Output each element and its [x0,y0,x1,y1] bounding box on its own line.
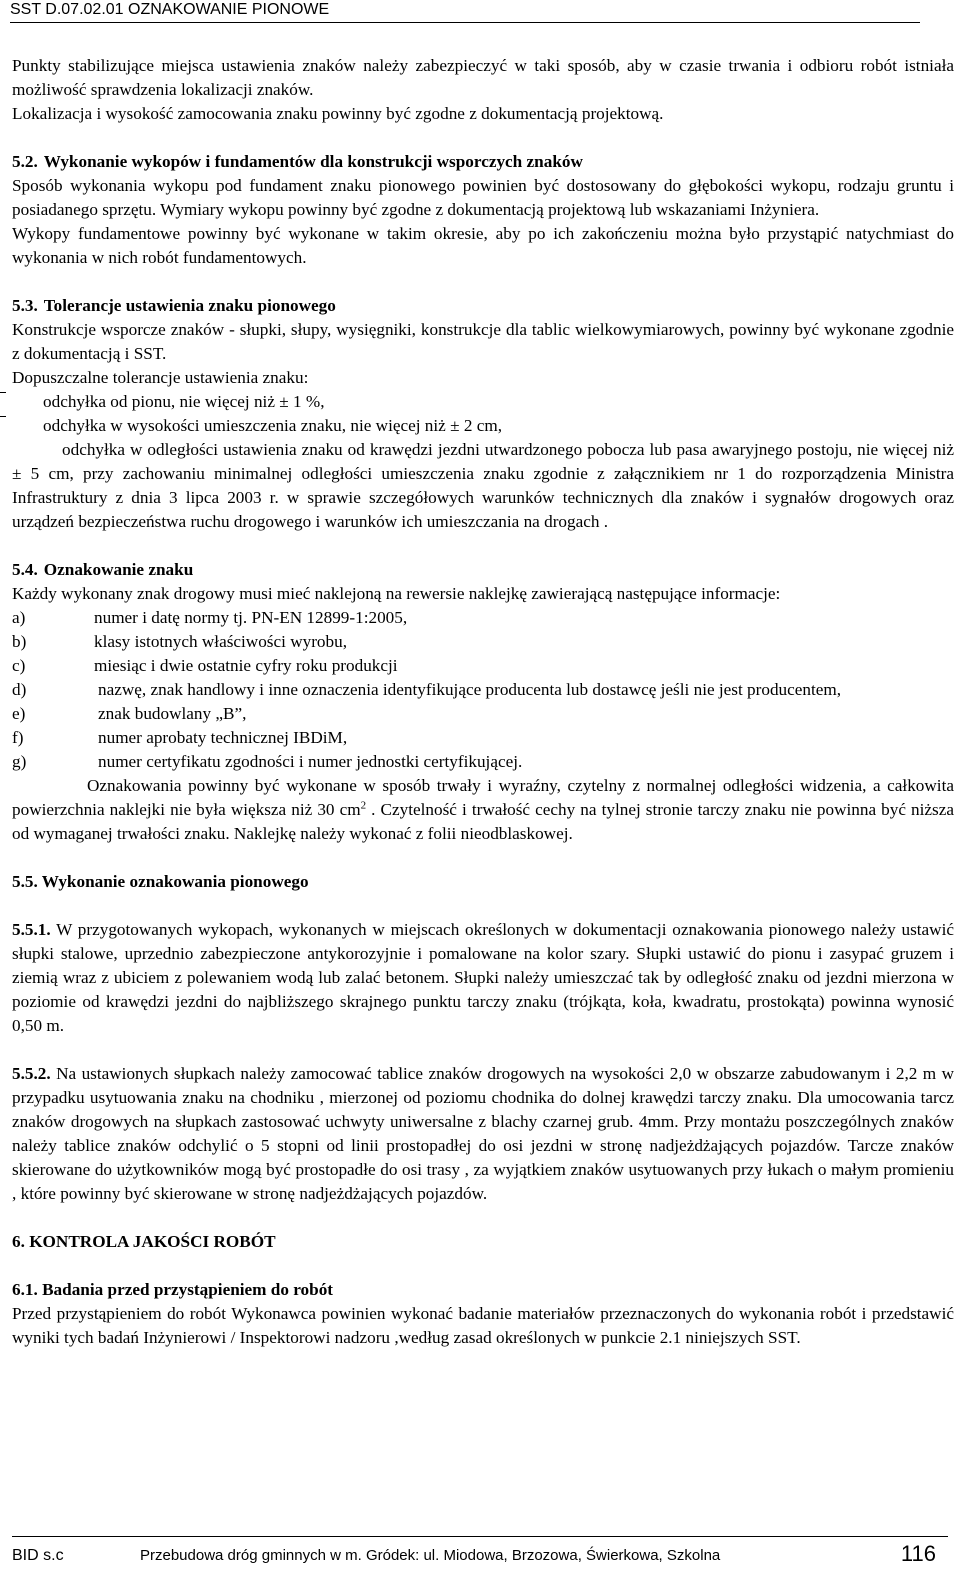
section-5-2-title: Wykonanie wykopów i fundamentów dla konstrukcji wsporczych znaków [43,152,583,171]
section-5-5-1-text: W przygotowanych wykopach, wykonanych w miejscach określonych w dokumentacji oznakowania pionowego należy ustawić słupki stalowe, uprzednio zabezpieczone antykorozyjnie i pomalowane na kolor szary. Słupki ustawić do pionu i zasypać gruzem i ziemią wraz z ubiciem z polewaniem wodą lub zalać betonem. Słupki należy umieszczać tak by odległość znaku od jezdni mierzona w poziomie od krawędzi jezdni do najbliższego skrajnego punktu tarczy znaku (trójkąta, koła, kwadratu, prostokąta) powinna wynosić 0,50 m. [12,920,954,1035]
list-label: d) [12,680,27,699]
list-label: c) [12,656,26,675]
footer-project-title: Przebudowa dróg gminnych w m. Gródek: ul. Miodowa, Brzozowa, Świerkowa, Szkolna [140,1547,721,1564]
list-item [12,702,954,726]
section-5-2-paragraph-1: Sposób wykonania wykopu pod fundament znaku pionowego powinien być dostosowany do głębokości wykopu, rodzaju gruntu i posiadanego sprzętu. Wymiary wykopu powinny być zgodne z dokumentacją projektową lub wskazaniami Inżyniera. [12,176,954,219]
tolerance-text: odchyłka od pionu, nie więcej niż ± 1 %, [43,392,325,411]
list-item [12,726,954,750]
section-6-heading: 6. KONTROLA JAKOŚCI ROBÓT [12,1232,276,1251]
section-5-4-paragraph-2 [12,774,954,846]
list-label: e) [12,704,26,723]
list-label: a) [12,608,26,627]
intro-paragraph-2: Lokalizacja i wysokość zamocowania znaku powinny być zgodne z dokumentacją projektową. [12,104,664,123]
section-5-5-2-text: Na ustawionych słupkach należy zamocować tablice znaków drogowych na wysokości 2,0 w obszarze zabudowanym i 2,2 m w przypadku usytuowania znaku na chodniku , mierzonej od poziomu chodnika do dolnej krawędzi tarczy znaku. Dla umocowania tarcz znaków drogowych na słupkach zastosować uchwyty uniwersalne z blachy czarnej grub. 4mm. Przy montażu poszczególnych znaków należy tablice znaków odchylić o 5 stopni od linii prostopadłej do osi jezdni w stronę nadjeżdżających pojazdów. Tarcze znaków skierowane do użytkowników mogą być prostopadłe do osi trasy , za wyjątkiem znaków usytuowanych przy łukach o małym promieniu , które powinny być skierowane w stronę nadjeżdżających pojazdów. [12,1064,955,1203]
list-text: numer certyfikatu zgodności i numer jednostki certyfikującej. [98,752,523,771]
section-6-1-paragraph: Przed przystąpieniem do robót Wykonawca powinien wykonać badanie materiałów przeznaczonych do wykonania robót i przedstawić wyniki tych badań Inżynierowi / Inspektorowi nadzoru ,według zasad określonych w punkcie 2.1 niniejszych SST. [12,1304,954,1347]
section-5-3-heading [12,294,954,318]
list-item [12,630,954,654]
section-5-4-title: Oznakowanie znaku [43,560,194,579]
page-header: SST D.07.02.01 OZNAKOWANIE PIONOWE [10,0,920,23]
section-5-5-heading: 5.5. Wykonanie oznakowania pionowego [12,872,309,891]
list-item [12,654,954,678]
dash-bullet-icon [12,414,43,438]
section-5-3-title: Tolerancje ustawienia znaku pionowego [43,296,336,315]
list-item [12,750,954,774]
section-5-4-paragraph-1: Każdy wykonany znak drogowy musi mieć naklejoną na rewersie naklejkę zawierającą następujące informacje: [12,584,781,603]
sticker-text-part-1: Oznakowania powinny być wykonane w sposób trwały i wyraźny, czytelny z normalnej odległości widzenia, a całkowita powierzchnia naklejki nie była większa niż 30 cm [12,776,954,819]
tolerance-item [12,414,954,438]
marking-info-list [12,606,954,774]
list-text: klasy istotnych właściwości wyrobu, [94,632,348,651]
section-5-4-number: 5.4. [12,560,38,579]
list-text: znak budowlany „B”, [98,704,247,723]
tolerance-item [12,390,954,414]
tolerance-text: odchyłka w odległości ustawienia znaku od krawędzi jezdni utwardzonego pobocza lub pasa awaryjnego postoju, nie więcej niż ± 5 cm, przy zachowaniu minimalnej odległości umieszczenia znaku zgodnie z załącznikiem nr 1 do rozporządzenia Ministra Infrastruktury z dnia 3 lipca 2003 r. w sprawie szczegółowych warunków technicznych dla znaków i sygnałów drogowych oraz urządzeń bezpieczeństwa ruchu drogowego i warunków ich umieszczania na drogach . [12,440,954,531]
section-5-2-number: 5.2. [12,152,38,171]
list-label: b) [12,632,27,651]
section-5-2-paragraph-2: Wykopy fundamentowe powinny być wykonane w takim okresie, aby po ich zakończeniu można było przystąpić natychmiast do wykonania w nich robót fundamentowych. [12,224,954,267]
document-body [12,54,954,1350]
section-5-2-heading [12,150,954,174]
section-5-5-2-paragraph [12,1062,954,1206]
section-5-4-heading [12,558,954,582]
list-text: numer aprobaty technicznej IBDiM, [98,728,348,747]
list-item [12,606,954,630]
dash-bullet-icon [12,390,43,414]
section-5-3-paragraph-1: Konstrukcje wsporcze znaków - słupki, słupy, wysięgniki, konstrukcje dla tablic wielkowymiarowych, powinny być wykonane zgodnie z dokumentacją i SST. [12,320,954,363]
footer-company: BID s.c [12,1547,64,1564]
sticker-text-part-2: . Czytelność i trwałość cechy na tylnej stronie tarczy znaku nie powinna być niższa od wymaganej trwałości znaku. Naklejkę należy wykonać z folii nieodblaskowej. [12,800,954,843]
list-text: miesiąc i dwie ostatnie cyfry roku produkcji [94,656,398,675]
tolerance-item-wide [12,438,954,534]
list-text: numer i datę normy tj. PN-EN 12899-1:2005, [94,608,408,627]
page-footer [12,1536,948,1567]
section-5-3-number: 5.3. [12,296,38,315]
section-5-5-1-number: 5.5.1. [12,920,51,939]
list-text: nazwę, znak handlowy i inne oznaczenia identyfikujące producenta lub dostawcę jeśli nie jest producentem, [98,680,842,699]
list-label: g) [12,752,27,771]
tolerance-text: odchyłka w wysokości umieszczenia znaku, nie więcej niż ± 2 cm, [43,416,503,435]
section-5-5-2-number: 5.5.2. [12,1064,51,1083]
section-5-3-paragraph-2: Dopuszczalne tolerancje ustawienia znaku: [12,368,309,387]
list-item [12,678,954,702]
list-label: f) [12,728,24,747]
section-5-5-1-paragraph [12,918,954,1038]
superscript: 2 [360,799,367,812]
section-6-1-heading: 6.1. Badania przed przystąpieniem do robót [12,1280,334,1299]
intro-paragraph-1: Punkty stabilizujące miejsca ustawienia znaków należy zabezpieczyć w taki sposób, aby w czasie trwania i odbioru robót istniała możliwość sprawdzenia lokalizacji znaków. [12,56,954,99]
page-number: 116 [900,1541,936,1566]
